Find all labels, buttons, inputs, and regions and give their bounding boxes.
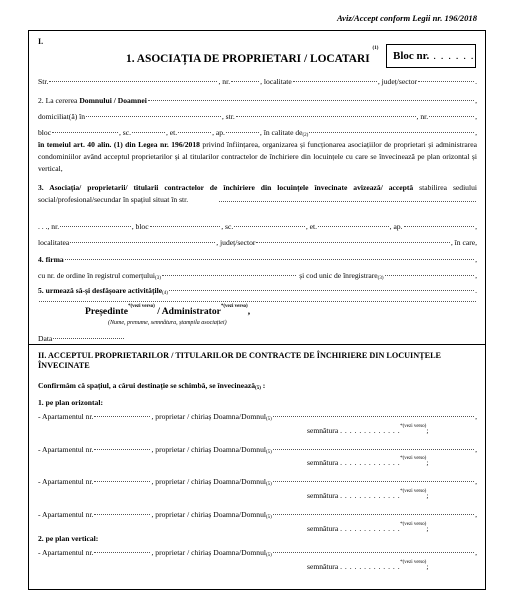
apartment-number-field[interactable]	[94, 409, 150, 419]
signature-row-h2: semnătura . . . . . . . . . . . . .$^{*(vezi verso)}$;	[307, 456, 429, 467]
company-field[interactable]	[65, 252, 474, 262]
signature-row-h1: semnătura . . . . . . . . . . . . .$^{*(vezi verso)}$;	[307, 424, 429, 435]
staircase-field[interactable]	[132, 125, 165, 135]
president-signature-label: Președinte$^{*(vezi verso)}$ / Administrator$^{*(vezi verso)}$,	[85, 304, 251, 317]
apartment-row-h4: - Apartamentul nr. , proprietar / chiriaș Doamna/Domnul $^{(5)}$ ,	[38, 507, 477, 520]
domicile-line: domiciliat(ă) în , str. , nr. ,	[38, 109, 477, 122]
domicile-city-field[interactable]	[86, 109, 221, 119]
president-signature-hint: (Nume, prenume, semnătura, ștampila asociației)	[108, 320, 227, 326]
legal-basis-paragraph: în temeiul art. 40 alin. (1) din Legea nr. 196/2018 privind înființarea, organizarea și funcționarea asociațiilor de proprietari și administrarea condominiilor având acceptul proprietarilor și al titularilor contractelor de închiriere din locuințele cu care se învecinează pe plan orizontal și vertical,	[38, 140, 478, 174]
bloc-number-box[interactable]	[386, 44, 476, 68]
location-bloc-field[interactable]	[150, 219, 221, 229]
activities-field-continued[interactable]	[38, 294, 477, 304]
activities-field[interactable]	[169, 283, 474, 293]
cui-field[interactable]	[385, 268, 475, 278]
item-5-line: 5. urmează să-și desfășoare activitățile $^{(4)}$ .	[38, 283, 477, 296]
section-2-title: II. ACCEPTUL PROPRIETARILOR / TITULARILOR DE CONTRACTE DE ÎNCHIRIERE DIN LOCUINȚELE ÎNVECINATE	[38, 351, 442, 370]
apartment-row-h2: - Apartamentul nr. , proprietar / chiriaș Doamna/Domnul $^{(5)}$ ,	[38, 442, 477, 455]
owner-name-field[interactable]	[273, 474, 474, 484]
bloc-field[interactable]	[52, 125, 118, 135]
registry-line: cu nr. de ordine în registrul comerțului $^{(3)}$ și cod unic de înregistrare $^{(3)}$ ,	[38, 268, 477, 281]
confirm-statement: Confirmăm că spațiul, a cărui destinație se schimbă, se învecinează $^{(5)}$ :	[38, 381, 266, 391]
signature-row-v1: semnătura . . . . . . . . . . . . .$^{*(vezi verso)}$;	[307, 560, 429, 571]
location-floor-field[interactable]	[318, 219, 389, 229]
horizontal-plane-heading: 1. pe plan orizontal:	[38, 398, 103, 407]
apartment-field[interactable]	[226, 125, 259, 135]
number-field[interactable]	[231, 74, 259, 84]
applicant-name-field[interactable]	[148, 93, 474, 103]
section-1-title: 1. ASOCIAȚIA DE PROPRIETARI / LOCATARI $^{(1)}$	[126, 46, 379, 65]
item-4-line: 4. firma ,	[38, 252, 477, 265]
location-number-field[interactable]	[60, 219, 131, 229]
apartment-row-v1: - Apartamentul nr. , proprietar / chiriaș Doamna/Domnul $^{(5)}$ ,	[38, 545, 477, 558]
signature-field[interactable]: . . . . . . . . . . . . .	[340, 491, 401, 500]
date-field[interactable]	[53, 331, 124, 341]
street-field[interactable]	[49, 74, 217, 84]
capacity-field[interactable]	[309, 125, 474, 135]
bloc-line: bloc , sc. , et. , ap. , în calitate de $^{(2)}$ ,	[38, 125, 477, 138]
signature-field[interactable]: . . . . . . . . . . . . .	[340, 562, 401, 571]
registry-number-field[interactable]	[162, 268, 296, 278]
owner-name-field[interactable]	[273, 409, 474, 419]
law-reference: Aviz/Accept conform Legii nr. 196/2018	[337, 13, 477, 23]
location-locality-field[interactable]	[70, 235, 215, 245]
location-number-line: . . ., nr. , bloc , sc. , et. , ap. ,	[38, 219, 477, 232]
domicile-street-field[interactable]	[236, 109, 416, 119]
floor-field[interactable]	[178, 125, 211, 135]
apartment-number-field[interactable]	[94, 442, 150, 452]
apartment-row-h3: - Apartamentul nr. , proprietar / chiriaș Doamna/Domnul $^{(5)}$ ,	[38, 474, 477, 487]
owner-name-field[interactable]	[273, 545, 474, 555]
locality-field[interactable]	[293, 74, 377, 84]
form-frame	[28, 30, 486, 590]
address-line: Str. , nr. , localitate , județ/sector .	[38, 74, 477, 87]
date-line: Data	[38, 331, 125, 344]
apartment-number-field[interactable]	[94, 545, 150, 555]
county-field[interactable]	[418, 74, 474, 84]
signature-field[interactable]: . . . . . . . . . . . . .	[340, 426, 401, 435]
location-staircase-field[interactable]	[234, 219, 305, 229]
location-county-field[interactable]	[256, 235, 449, 245]
owner-name-field[interactable]	[273, 507, 474, 517]
bloc-label: Bloc nr.	[393, 50, 430, 62]
signature-field[interactable]: . . . . . . . . . . . . .	[340, 524, 401, 533]
apartment-row-h1: - Apartamentul nr. , proprietar / chiriaș Doamna/Domnul $^{(5)}$ ,	[38, 409, 477, 422]
signature-field[interactable]: . . . . . . . . . . . . .	[340, 458, 401, 467]
item-3-street-field[interactable]	[218, 194, 477, 204]
item-3-paragraph: 3. Asociația/ proprietarii/ titularii contractelor de închiriere din locuințele învecinate avizează/ acceptă stabilirea sediului social/profesional/secundar în spațiul situat în str.	[38, 183, 477, 205]
location-locality-line: localitatea , județ/sector , în care,	[38, 235, 477, 248]
section-divider	[29, 344, 485, 345]
apartment-number-field[interactable]	[94, 507, 150, 517]
location-apartment-field[interactable]	[404, 219, 475, 229]
signature-row-h4: semnătura . . . . . . . . . . . . .$^{*(vezi verso)}$;	[307, 522, 429, 533]
section-1-number: I.	[38, 37, 44, 46]
bloc-number-field[interactable]: . . . . . .	[433, 50, 475, 62]
apartment-number-field[interactable]	[94, 474, 150, 484]
signature-row-h3: semnătura . . . . . . . . . . . . .$^{*(vezi verso)}$;	[307, 489, 429, 500]
item-2-line: 2. La cererea Domnului / Doamnei ,	[38, 93, 477, 106]
owner-name-field[interactable]	[273, 442, 474, 452]
vertical-plane-heading: 2. pe plan vertical:	[38, 534, 99, 543]
domicile-number-field[interactable]	[429, 109, 474, 119]
